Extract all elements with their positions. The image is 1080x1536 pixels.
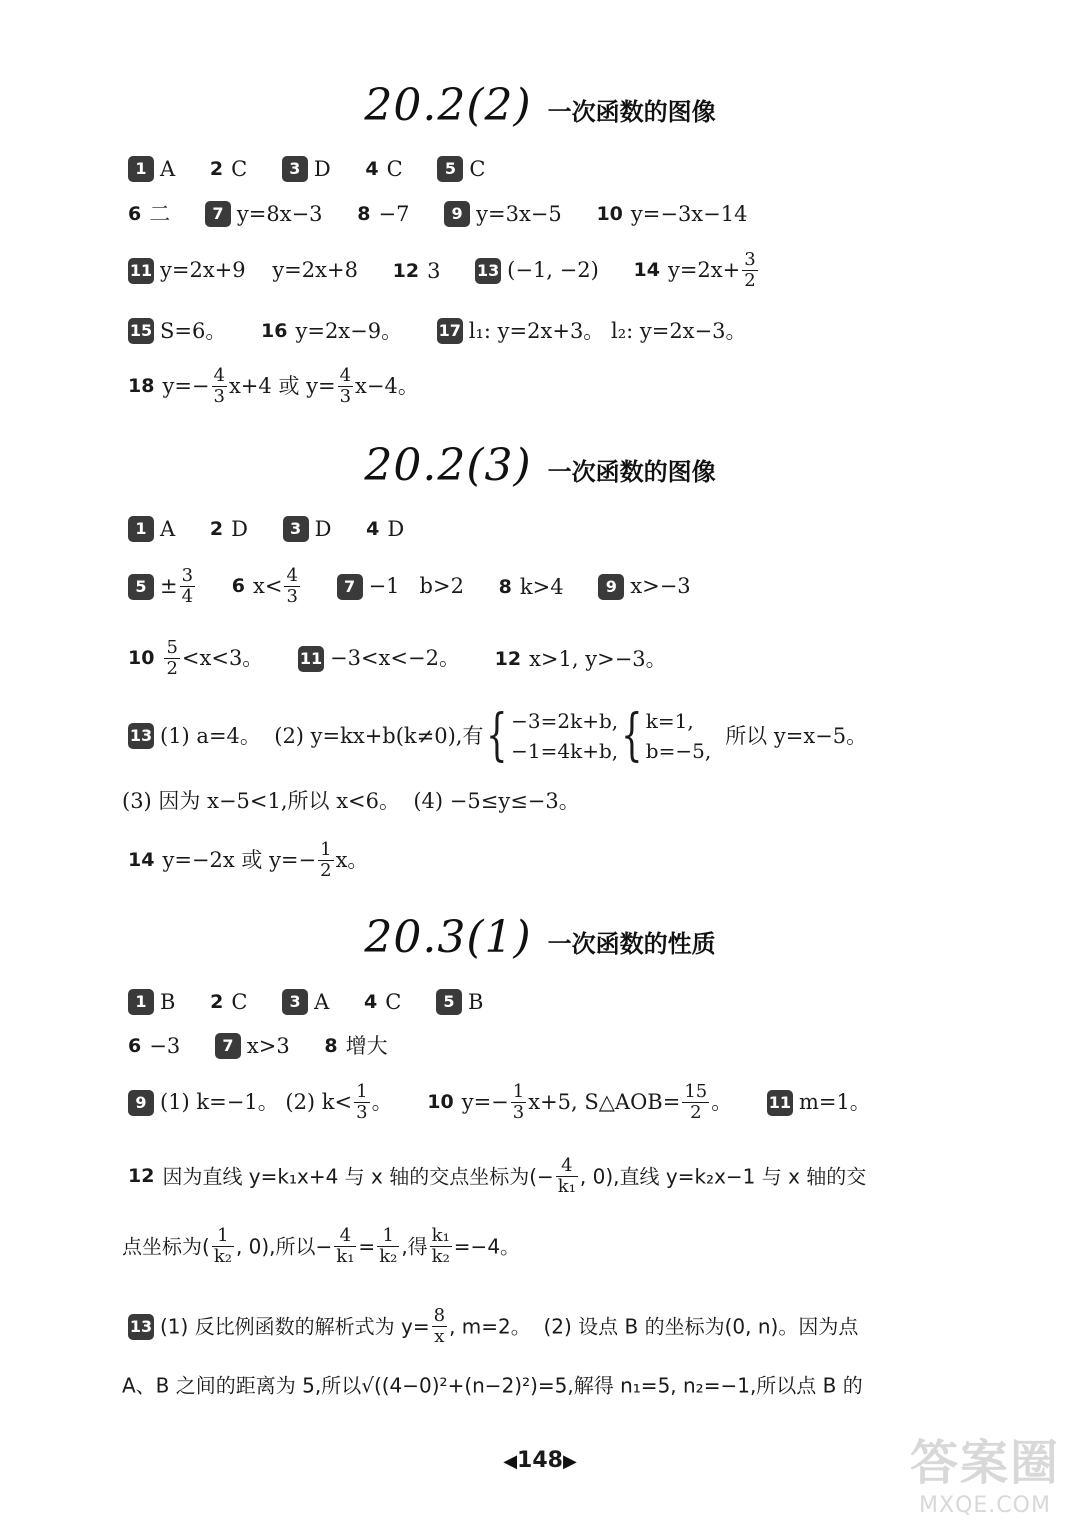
question-number: 8 — [324, 1035, 338, 1057]
section-title-1 — [0, 80, 1080, 131]
question-badge: 9 — [444, 201, 470, 227]
question-badge: 1 — [128, 516, 154, 542]
answer: x>−3 — [630, 574, 691, 598]
left-brace: { — [486, 703, 508, 768]
right-triangle-icon: ▶ — [562, 1451, 577, 1472]
answer: k>4 — [519, 574, 564, 599]
watermark-url: MXQE.COM — [919, 1493, 1051, 1518]
question-badge: 1 — [128, 989, 154, 1015]
question-badge: 5 — [128, 574, 154, 600]
answer: y=−3x−14 — [630, 202, 748, 226]
question-number: 12 — [392, 259, 420, 282]
answer: −3 — [149, 1034, 181, 1058]
answer-row — [128, 1082, 899, 1123]
answer-text: x。 — [335, 848, 369, 872]
question-badge: 9 — [128, 1090, 154, 1116]
section-number: 20.3(1) — [364, 912, 532, 963]
answer: B — [467, 989, 484, 1014]
question-number: 4 — [363, 991, 378, 1013]
answer-row — [122, 1374, 863, 1396]
question-badge: 11 — [298, 646, 324, 672]
answer: 因为直线 y=k₁x+4 与 x 轴的交点坐标为(− — [162, 1164, 554, 1189]
fraction: $\frac{1}{\text{k₂}}$ — [213, 1225, 232, 1267]
fraction: $\frac{8}{x}$ — [433, 1305, 446, 1347]
left-brace: { — [621, 703, 643, 768]
answer-row — [122, 1226, 520, 1267]
answer: y=8x−3 — [236, 201, 323, 226]
question-number: 14 — [128, 849, 155, 871]
question-badge: 13 — [128, 1314, 154, 1340]
question-badge: 7 — [205, 201, 231, 227]
fraction: $\frac{4}{\text{k₁}}$ — [336, 1225, 355, 1267]
answer: C — [231, 157, 248, 181]
answer: A — [160, 516, 176, 541]
question-badge: 13 — [128, 723, 154, 749]
answer: A — [160, 156, 176, 181]
answer-row — [128, 638, 695, 679]
question-badge: 3 — [283, 516, 309, 542]
question-badge: 9 — [598, 574, 624, 600]
question-number: 12 — [494, 647, 522, 670]
answer-text: , 0),所以− — [235, 1234, 333, 1259]
answer: y=2x+9 y=2x+8 — [160, 258, 358, 282]
question-badge: 7 — [337, 574, 363, 600]
question-number: 4 — [366, 518, 380, 540]
answer: (−1, −2) — [507, 258, 599, 282]
answer-row — [128, 516, 432, 542]
fraction: $\frac{1}{2}$ — [320, 839, 332, 881]
fraction: $\frac{4}{3}$ — [339, 365, 352, 407]
answer: A、B 之间的距离为 5,所以√((4−0)²+(n−2)²)=5,解得 n₁=5, n₂=−1,所以点 B 的 — [122, 1373, 863, 1398]
answer-row — [128, 201, 775, 227]
answer: (1) k=−1。 (2) k< — [160, 1090, 353, 1114]
answer: y=2x+ — [667, 258, 741, 282]
answer-row — [128, 366, 447, 407]
question-number: 10 — [596, 203, 623, 225]
question-number: 14 — [633, 259, 660, 281]
answer: D — [387, 517, 405, 541]
answer: y=− — [461, 1090, 509, 1114]
section-title-3 — [0, 912, 1080, 963]
answer: D — [314, 516, 332, 541]
fraction: $\frac{5}{2}$ — [166, 637, 178, 679]
answer: D — [313, 156, 331, 181]
answer: B — [160, 989, 176, 1014]
section-name: 一次函数的性质 — [547, 930, 716, 958]
fraction: $\frac{1}{3}$ — [356, 1081, 368, 1123]
answer: S=6。 — [160, 318, 227, 343]
answer-text: x−4。 — [355, 374, 419, 398]
section-name: 一次函数的图像 — [547, 98, 716, 126]
section-name: 一次函数的图像 — [547, 458, 716, 486]
answer-row — [128, 566, 719, 607]
answer-row — [128, 1033, 416, 1059]
answer-row — [128, 318, 774, 344]
answer: (1) a=4。 (2) y=kx+b(k≠0),有 — [160, 723, 484, 748]
answer: y=2x−9。 — [295, 319, 403, 343]
answer: x>3 — [246, 1033, 290, 1058]
question-number: 2 — [209, 518, 224, 540]
answer-text: x+4 或 y= — [228, 374, 336, 398]
question-badge: 3 — [282, 989, 308, 1015]
answer-text: =−4。 — [453, 1234, 521, 1259]
question-badge: 11 — [767, 1090, 793, 1116]
answer: −7 — [378, 202, 410, 226]
answer: x< — [252, 574, 283, 598]
answer: x>1, y>−3。 — [529, 646, 667, 671]
equation-system: −3=2k+b, −1=4k+b, — [511, 709, 619, 763]
answer: C — [231, 990, 248, 1014]
fraction: $\frac{4}{3}$ — [286, 565, 298, 607]
solution-system: k=1, b=−5, — [645, 709, 712, 763]
answer: A — [314, 989, 330, 1014]
question-number: 10 — [128, 647, 155, 669]
answer-row — [128, 1156, 866, 1197]
question-number: 6 — [128, 203, 142, 225]
answer-row — [128, 156, 513, 182]
watermark-logo: 答案圈 — [909, 1435, 1060, 1491]
answer-text: , 0),直线 y=k₂x−1 与 x 轴的交 — [579, 1164, 867, 1189]
question-number: 12 — [128, 1165, 155, 1187]
question-badge: 7 — [215, 1033, 241, 1059]
fraction: $\frac{1}{3}$ — [512, 1081, 525, 1123]
left-triangle-icon: ◀ — [503, 1451, 518, 1472]
answer: y=− — [162, 374, 210, 398]
question-number: 2 — [210, 991, 224, 1013]
answer-row — [122, 790, 580, 812]
fraction: $\frac{15}{2}$ — [684, 1081, 708, 1123]
fraction: $\frac{3}{4}$ — [181, 565, 194, 607]
answer-row — [128, 840, 396, 881]
question-number: 18 — [128, 375, 155, 397]
question-badge: 5 — [436, 989, 462, 1015]
answer: C — [385, 990, 402, 1014]
answer: 二 — [149, 202, 171, 226]
question-badge: 1 — [128, 156, 154, 182]
answer: m=1。 — [798, 1090, 871, 1114]
answer: −1 b>2 — [368, 574, 464, 598]
answer: 点坐标为( — [122, 1234, 210, 1259]
question-number: 10 — [427, 1091, 454, 1113]
fraction: $\frac{4}{3}$ — [213, 365, 225, 407]
answer: C — [469, 156, 486, 181]
answer-text: 所以 y=x−5。 — [725, 723, 868, 748]
answer: (1) 反比例函数的解析式为 y= — [160, 1314, 430, 1339]
section-title-2 — [0, 440, 1080, 491]
fraction: $\frac{4}{\text{k₁}}$ — [557, 1155, 576, 1197]
question-number: 2 — [209, 158, 224, 180]
answer-text: x+5, S△AOB= — [528, 1090, 681, 1114]
answer: (3) 因为 x−5<1,所以 x<6。 (4) −5≤y≤−3。 — [122, 789, 580, 813]
answer-text: ,得 — [401, 1234, 428, 1259]
answer-row — [128, 250, 788, 291]
fraction: $\frac{1}{\text{k₂}}$ — [379, 1225, 398, 1267]
section-number: 20.2(2) — [364, 80, 532, 131]
answer: l₁: y=2x+3。 l₂: y=2x−3。 — [468, 318, 747, 343]
question-badge: 5 — [437, 156, 463, 182]
answer: D — [231, 517, 248, 541]
question-number: 16 — [261, 320, 288, 342]
question-number: 6 — [231, 575, 245, 597]
question-badge: 17 — [437, 318, 463, 344]
watermark — [910, 1424, 1060, 1518]
answer-row — [128, 989, 511, 1015]
answer: <x<3。 — [181, 646, 264, 670]
answer-text: , m=2。 (2) 设点 B 的坐标为(0, n)。因为点 — [449, 1314, 859, 1339]
question-badge: 3 — [282, 156, 308, 182]
question-number: 8 — [498, 575, 512, 598]
question-badge: 15 — [128, 318, 154, 344]
question-badge: 11 — [128, 258, 154, 284]
answer: 增大 — [345, 1034, 388, 1058]
question-badge: 13 — [475, 258, 501, 284]
answer: 3 — [427, 258, 441, 283]
answer-text: = — [358, 1234, 376, 1259]
answer: ± — [160, 574, 178, 598]
answer: y=3x−5 — [476, 201, 562, 226]
answer: C — [386, 157, 403, 181]
answer-row — [128, 1306, 858, 1347]
page-number: ◀148▶ — [503, 1448, 577, 1473]
section-number: 20.2(3) — [364, 440, 532, 491]
question-number: 8 — [357, 203, 371, 225]
question-number: 4 — [365, 158, 379, 180]
answer-row — [128, 703, 868, 768]
question-number: 6 — [128, 1035, 142, 1057]
fraction: $\frac{3}{2}$ — [744, 249, 756, 291]
answer: −3<x<−2。 — [330, 646, 460, 670]
fraction: $\frac{\text{k₁}}{\text{k₂}}$ — [431, 1225, 450, 1267]
answer-text: 。 — [371, 1090, 393, 1114]
answer: y=−2x 或 y=− — [162, 848, 317, 872]
answer-text: 。 — [711, 1090, 733, 1114]
